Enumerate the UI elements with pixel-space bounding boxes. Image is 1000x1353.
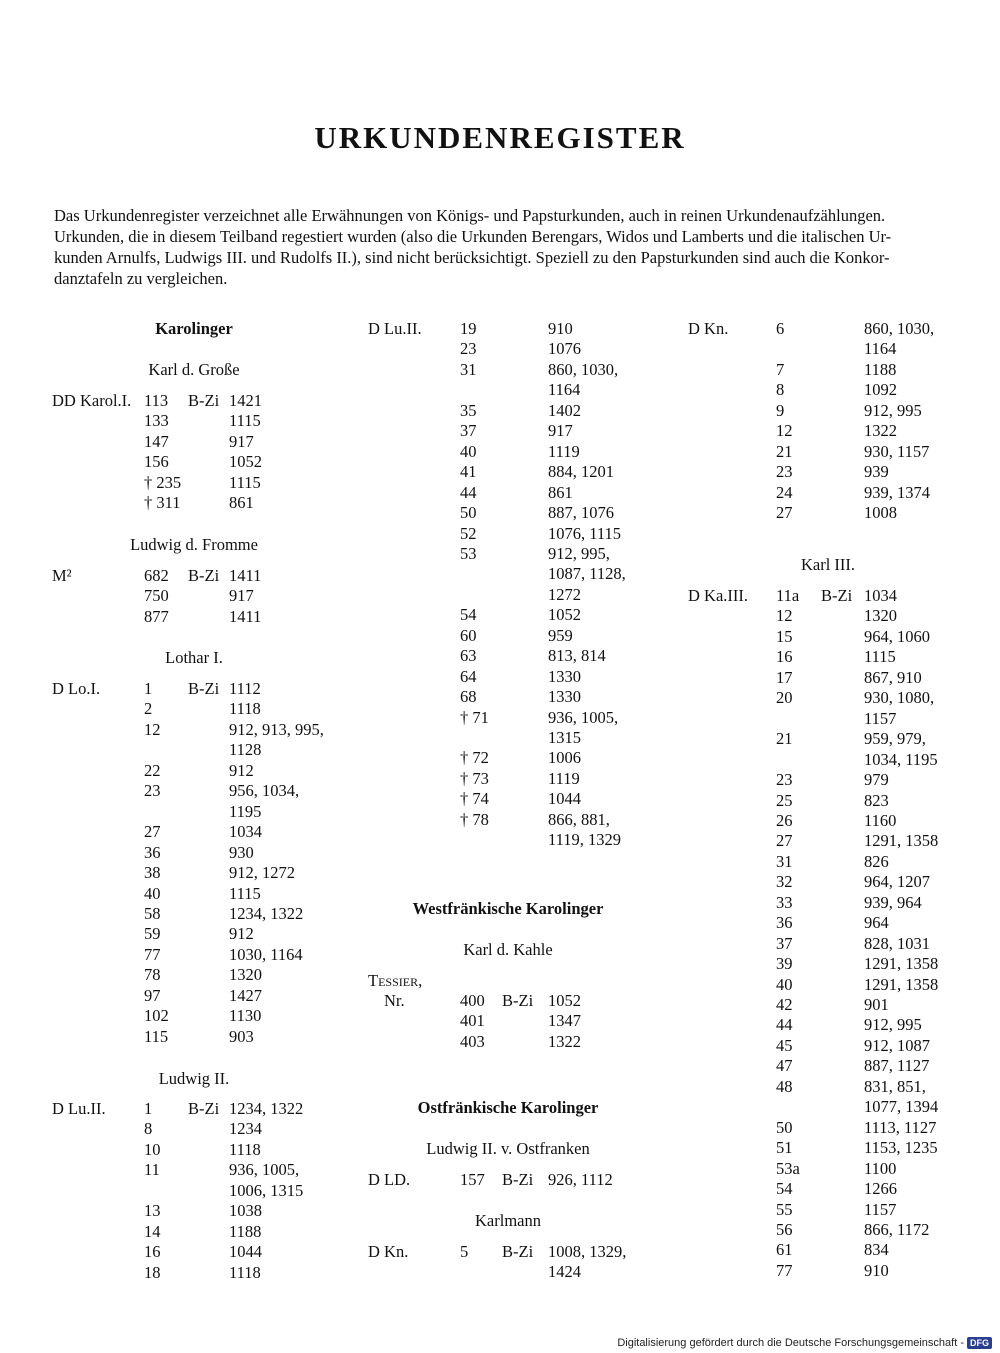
- document-number: 157: [460, 1170, 485, 1189]
- reference-pages: 1347: [548, 1011, 581, 1031]
- reference-pages: 1008: [864, 503, 897, 523]
- document-number: 102: [144, 1006, 169, 1026]
- reference-pages: 912: [229, 760, 254, 780]
- document-number: 60: [460, 625, 477, 645]
- edition-label: Nr.: [384, 991, 405, 1010]
- document-number: 23: [776, 462, 793, 482]
- ruler-heading: Karl d. Kahle: [463, 940, 553, 959]
- reference-pages: 964, 1060: [864, 626, 930, 646]
- reference-pages: 1006, 1315: [229, 1180, 304, 1200]
- reference-pages: 1153, 1235: [864, 1138, 938, 1158]
- footer: [617, 1337, 992, 1349]
- intro-line: danztafeln zu vergleichen.: [54, 269, 228, 288]
- reference-pages: 1119: [548, 441, 580, 461]
- document-number: 38: [144, 863, 161, 883]
- document-number: 147: [144, 431, 169, 451]
- reference-pages: 1008, 1329,: [548, 1242, 627, 1261]
- document-number: 11: [144, 1160, 160, 1180]
- ruler-heading: Karlmann: [475, 1211, 541, 1230]
- document-number: 36: [144, 842, 161, 862]
- document-number: 40: [144, 883, 161, 903]
- document-number: 877: [144, 606, 169, 626]
- reference-pages: 964, 1207: [864, 872, 930, 892]
- reference-pages: 1118: [229, 1262, 261, 1282]
- document-number: † 74: [460, 789, 489, 809]
- reference-pages: 964: [864, 913, 889, 933]
- reference-pages: 860, 1030,: [548, 359, 619, 379]
- document-number: 45: [776, 1035, 793, 1055]
- document-number: 750: [144, 586, 169, 606]
- reference-pages: 1112: [229, 679, 261, 698]
- document-number: 32: [776, 872, 793, 892]
- reference-pages: 1130: [229, 1006, 262, 1026]
- edition-label: DD Karol.I.: [52, 391, 132, 410]
- reference-pages: 823: [864, 790, 889, 810]
- document-number: 61: [776, 1240, 793, 1260]
- document-number: 16: [144, 1242, 161, 1262]
- dfg-logo: DFG: [967, 1337, 992, 1349]
- reference-abbr: B-Zi: [188, 679, 220, 698]
- reference-pages: 979: [864, 770, 889, 790]
- reference-pages: 1034: [229, 822, 262, 842]
- document-number: 97: [144, 985, 161, 1005]
- reference-pages: 1188: [229, 1221, 262, 1241]
- reference-pages: 1421: [229, 391, 262, 410]
- document-number: 44: [776, 1015, 793, 1035]
- reference-pages: 1076, 1115: [548, 523, 622, 543]
- document-number: 13: [144, 1201, 161, 1221]
- document-number: 23: [776, 770, 793, 790]
- reference-pages: 1427: [229, 985, 262, 1005]
- reference-pages: 1115: [864, 647, 896, 667]
- reference-pages: 1272: [548, 584, 581, 604]
- section-heading: Westfränkische Karolinger: [412, 899, 604, 918]
- document-number: 56: [776, 1219, 793, 1239]
- document-number: 27: [776, 831, 793, 851]
- reference-pages: 912, 995,: [548, 543, 610, 563]
- reference-abbr: B-Zi: [188, 566, 220, 585]
- reference-pages: 959: [548, 625, 573, 645]
- reference-pages: 912, 995: [864, 1015, 922, 1035]
- reference-pages: 1034: [864, 586, 897, 605]
- document-number: 400: [460, 991, 485, 1010]
- edition-label: D Lu.II.: [368, 319, 422, 338]
- document-number: 156: [144, 452, 169, 472]
- reference-pages: 1291, 1358: [864, 954, 939, 974]
- document-number: 24: [776, 482, 793, 502]
- reference-pages: 1118: [229, 1139, 261, 1159]
- section-heading: Karolinger: [155, 319, 233, 338]
- reference-pages: 1411: [229, 566, 262, 585]
- document-number: 37: [460, 421, 477, 441]
- document-number: 23: [144, 781, 161, 801]
- document-number: 53: [460, 543, 477, 563]
- document-number: † 72: [460, 748, 489, 768]
- document-number: 68: [460, 687, 477, 707]
- reference-pages: 1234, 1322: [229, 903, 304, 923]
- edition-label: D Ka.III.: [688, 586, 749, 605]
- reference-pages: 1087, 1128,: [548, 564, 626, 584]
- document-number: 40: [776, 974, 793, 994]
- document-number: 35: [460, 400, 477, 420]
- document-number: † 235: [144, 472, 182, 492]
- document-number: 16: [776, 647, 793, 667]
- section-heading: Ostfränkische Karolinger: [417, 1098, 599, 1117]
- reference-pages: 867, 910: [864, 667, 922, 687]
- reference-pages: 1052: [229, 452, 262, 472]
- reference-pages: 912, 995: [864, 400, 922, 420]
- reference-pages: 866, 1172: [864, 1219, 930, 1239]
- edition-label: D Kn.: [368, 1242, 409, 1261]
- document-number: 20: [776, 688, 793, 708]
- document-number: 64: [460, 666, 477, 686]
- document-number: 17: [776, 667, 793, 687]
- reference-pages: 917: [229, 431, 254, 451]
- reference-abbr: B-Zi: [502, 991, 534, 1010]
- reference-pages: 1322: [864, 421, 897, 441]
- reference-pages: 912, 1272: [229, 863, 295, 883]
- reference-pages: 866, 881,: [548, 809, 610, 829]
- ruler-heading: Ludwig II. v. Ostfranken: [426, 1139, 590, 1158]
- document-number: 2: [144, 699, 153, 719]
- reference-pages: 813, 814: [548, 646, 606, 666]
- reference-pages: 930, 1157: [864, 441, 930, 461]
- document-number: 12: [144, 719, 161, 739]
- reference-pages: 887, 1076: [548, 503, 614, 523]
- document-number: 50: [776, 1117, 793, 1137]
- reference-pages: 828, 1031: [864, 933, 930, 953]
- reference-pages: 1052: [548, 991, 581, 1010]
- reference-pages: 1115: [229, 472, 261, 492]
- document-number: 26: [776, 810, 793, 830]
- reference-pages: 912: [229, 924, 254, 944]
- document-number: 8: [776, 380, 785, 400]
- reference-pages: 1092: [864, 380, 897, 400]
- reference-pages: 939, 1374: [864, 482, 930, 502]
- reference-pages: 1402: [548, 400, 581, 420]
- reference-pages: 1157: [864, 708, 897, 728]
- reference-pages: 834: [864, 1240, 889, 1260]
- reference-pages: 1291, 1358: [864, 974, 939, 994]
- document-number: 33: [776, 892, 793, 912]
- document-number: 8: [144, 1119, 153, 1139]
- document-number: 19: [460, 319, 477, 338]
- document-number: 27: [776, 503, 793, 523]
- reference-pages: 1119: [548, 768, 580, 788]
- document-number: 27: [144, 822, 161, 842]
- page-title: URKUNDENREGISTER: [314, 120, 686, 155]
- reference-pages: 1234: [229, 1119, 262, 1139]
- reference-abbr: B-Zi: [502, 1170, 534, 1189]
- reference-pages: 1119, 1329: [548, 830, 622, 850]
- document-number: 22: [144, 760, 161, 780]
- document-number: 48: [776, 1076, 793, 1096]
- reference-pages: 903: [229, 1026, 254, 1046]
- reference-pages: 884, 1201: [548, 462, 614, 482]
- reference-pages: 1100: [864, 1158, 897, 1178]
- reference-pages: 1315: [548, 728, 581, 747]
- document-number: 15: [776, 626, 793, 646]
- reference-pages: 1006: [548, 748, 581, 768]
- document-number: 1: [144, 1099, 153, 1118]
- document-number: 21: [776, 441, 793, 461]
- reference-pages: 1322: [548, 1031, 581, 1051]
- document-number: 31: [776, 851, 793, 871]
- reference-pages: 1291, 1358: [864, 831, 939, 851]
- document-number: 77: [776, 1260, 793, 1280]
- reference-pages: 1044: [229, 1242, 262, 1262]
- document-number: 44: [460, 482, 477, 502]
- document-number: † 73: [460, 768, 489, 788]
- edition-label: D Kn.: [688, 319, 729, 338]
- reference-pages: 1115: [229, 883, 261, 903]
- reference-pages: 1160: [864, 810, 897, 830]
- document-number: 63: [460, 646, 477, 666]
- reference-pages: 1030, 1164: [229, 944, 303, 964]
- document-number: 9: [776, 400, 785, 420]
- document-number: 42: [776, 995, 793, 1014]
- document-number: 54: [460, 605, 477, 625]
- document-number: 115: [144, 1026, 169, 1046]
- document-number: 40: [460, 441, 477, 461]
- reference-pages: 912, 1087: [864, 1035, 930, 1055]
- reference-pages: 936, 1005,: [229, 1160, 300, 1180]
- reference-pages: 1128: [229, 740, 262, 760]
- reference-pages: 1077, 1394: [864, 1097, 939, 1117]
- reference-abbr: B-Zi: [821, 586, 853, 605]
- reference-pages: 901: [864, 995, 889, 1014]
- ruler-heading: Karl III.: [800, 555, 856, 574]
- reference-pages: 1411: [229, 606, 262, 626]
- document-number: 41: [460, 462, 477, 482]
- reference-pages: 939, 964: [864, 892, 922, 912]
- reference-pages: 1044: [548, 789, 581, 809]
- document-number: 133: [144, 411, 169, 431]
- document-number: 51: [776, 1138, 793, 1158]
- document-number: 14: [144, 1221, 161, 1241]
- reference-pages: 1188: [864, 359, 897, 379]
- document-number: 403: [460, 1031, 485, 1051]
- reference-pages: 910: [864, 1260, 889, 1280]
- reference-pages: 1424: [548, 1262, 581, 1282]
- document-number: 113: [144, 391, 169, 410]
- document-number: 12: [776, 606, 793, 626]
- reference-pages: 1320: [229, 965, 262, 985]
- reference-pages: 956, 1034,: [229, 781, 300, 801]
- edition-label: M²: [52, 566, 72, 585]
- reference-abbr: B-Zi: [188, 1099, 220, 1118]
- reference-pages: 1115: [229, 411, 261, 431]
- document-number: † 311: [144, 493, 181, 513]
- document-number: 12: [776, 421, 793, 441]
- document-number: 54: [776, 1179, 793, 1199]
- document-number: 31: [460, 359, 477, 379]
- reference-pages: 1034, 1195: [864, 749, 938, 769]
- intro-line: kunden Arnulfs, Ludwigs III. und Rudolfs II.), sind nicht berücksichtigt. Speziell zu den Papsturkunden sind auch die Konkor-: [54, 248, 890, 267]
- document-number: 6: [776, 319, 785, 338]
- document-number: 11a: [776, 586, 800, 605]
- reference-pages: 860, 1030,: [864, 319, 935, 338]
- edition-label: Tessier,: [368, 971, 423, 990]
- reference-pages: 1234, 1322: [229, 1099, 304, 1118]
- document-number: † 78: [460, 809, 489, 829]
- ruler-heading: Lothar I.: [165, 648, 223, 667]
- document-number: 52: [460, 523, 477, 543]
- reference-pages: 926, 1112: [548, 1170, 613, 1189]
- reference-pages: 1052: [548, 605, 581, 625]
- intro-line: Urkunden, die in diesem Teilband regestiert wurden (also die Urkunden Berengars, Widos und Lamberts und die italischen Ur-: [54, 227, 892, 246]
- reference-pages: 930, 1080,: [864, 688, 935, 708]
- reference-pages: 912, 913, 995,: [229, 719, 324, 739]
- document-number: 47: [776, 1056, 793, 1076]
- reference-pages: 1038: [229, 1201, 262, 1221]
- reference-pages: 1113, 1127: [864, 1117, 937, 1137]
- document-number: 401: [460, 1011, 485, 1031]
- reference-pages: 861: [548, 482, 573, 502]
- document-number: 55: [776, 1199, 793, 1219]
- document-number: 37: [776, 933, 793, 953]
- edition-label: D LD.: [368, 1170, 411, 1189]
- intro-line: Das Urkundenregister verzeichnet alle Erwähnungen von Königs- und Papsturkunden, auch in reinen Urkundenaufzählungen.: [54, 206, 886, 225]
- document-number: 23: [460, 339, 477, 359]
- reference-pages: 1157: [864, 1199, 897, 1219]
- intro-paragraph: [54, 205, 974, 289]
- reference-pages: 959, 979,: [864, 729, 926, 749]
- document-number: 682: [144, 566, 169, 585]
- document-number: 36: [776, 913, 793, 933]
- document-number: 1: [144, 679, 153, 698]
- reference-pages: 1118: [229, 699, 261, 719]
- ruler-heading: Ludwig d. Fromme: [130, 535, 258, 554]
- reference-pages: 930: [229, 842, 254, 862]
- reference-pages: 1164: [864, 339, 897, 359]
- reference-pages: 826: [864, 851, 889, 871]
- reference-pages: 1076: [548, 339, 581, 359]
- document-number: 53a: [776, 1158, 800, 1178]
- reference-pages: 917: [229, 586, 254, 606]
- document-number: 78: [144, 965, 161, 985]
- reference-pages: 917: [548, 421, 573, 441]
- reference-pages: 1164: [548, 380, 581, 400]
- ruler-heading: Ludwig II.: [158, 1069, 230, 1088]
- footer-text: Digitalisierung gefördert durch die Deutsche Forschungsgemeinschaft -: [617, 1337, 964, 1349]
- reference-pages: 887, 1127: [864, 1056, 930, 1076]
- reference-pages: 910: [548, 319, 573, 338]
- reference-pages: 1195: [229, 801, 262, 821]
- edition-label: D Lo.I.: [52, 679, 101, 698]
- document-number: † 71: [460, 707, 489, 727]
- document-number: 10: [144, 1139, 161, 1159]
- reference-abbr: B-Zi: [188, 391, 220, 410]
- reference-pages: 939: [864, 462, 889, 482]
- document-number: 50: [460, 503, 477, 523]
- document-number: 25: [776, 790, 793, 810]
- document-number: 5: [460, 1242, 469, 1261]
- document-number: 18: [144, 1262, 161, 1282]
- reference-pages: 936, 1005,: [548, 707, 619, 727]
- document-number: 77: [144, 944, 161, 964]
- reference-abbr: B-Zi: [502, 1242, 534, 1261]
- document-number: 39: [776, 954, 793, 974]
- edition-label: D Lu.II.: [52, 1099, 106, 1118]
- reference-pages: 831, 851,: [864, 1076, 926, 1096]
- document-number: 59: [144, 924, 161, 944]
- document-number: 58: [144, 903, 161, 923]
- document-number: 7: [776, 359, 785, 379]
- document-number: 21: [776, 729, 793, 749]
- ruler-heading: Karl d. Große: [148, 360, 240, 379]
- reference-pages: 1330: [548, 666, 581, 686]
- reference-pages: 861: [229, 493, 254, 513]
- reference-pages: 1266: [864, 1179, 897, 1199]
- reference-pages: 1320: [864, 606, 897, 626]
- reference-pages: 1330: [548, 687, 581, 707]
